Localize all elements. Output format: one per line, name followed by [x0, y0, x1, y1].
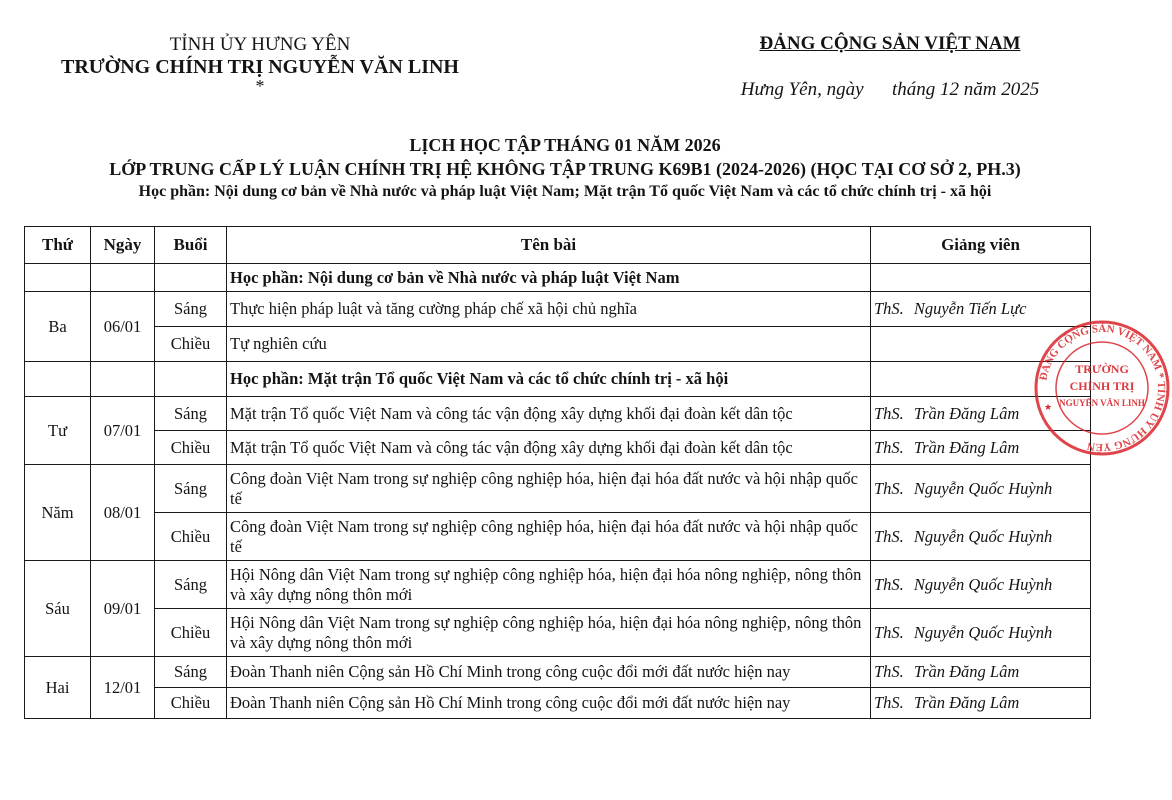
lesson-cell: Công đoàn Việt Nam trong sự nghiệp công nghiệp hóa, hiện đại hóa đất nước và hội nhập quốc tế: [227, 513, 871, 561]
table-row: [25, 513, 1091, 561]
session-cell: Sáng: [155, 657, 227, 688]
session-cell: Chiều: [155, 513, 227, 561]
title-line-3: Học phần: Nội dung cơ bản về Nhà nước và pháp luật Việt Nam; Mặt trận Tổ quốc Việt Nam và các tổ chức chính trị - xã hội: [138, 183, 992, 200]
official-seal-stamp: [1032, 318, 1172, 458]
col-date: Ngày: [91, 227, 155, 264]
col-lesson: Tên bài: [227, 227, 871, 264]
lecturer-title: ThS.: [874, 403, 904, 423]
lecturer-title: ThS.: [874, 574, 904, 594]
lecturer-name: Nguyễn Quốc Huỳnh: [913, 622, 1053, 642]
lecturer-name: Nguyễn Quốc Huỳnh: [913, 526, 1053, 546]
title-line-1: LỊCH HỌC TẬP THÁNG 01 NĂM 2026: [409, 135, 721, 155]
seal-line-2: CHÍNH TRỊ: [1069, 379, 1135, 393]
table-row: [25, 561, 1091, 609]
lecturer-title: ThS.: [874, 526, 904, 546]
lecturer-cell: [871, 609, 1091, 657]
org-star: *: [255, 76, 265, 96]
seal-ring-text: ĐẢNG CỘNG SẢN VIỆT NAM * TỈNH ỦY HƯNG YÊN: [1037, 322, 1168, 454]
lesson-cell: Hội Nông dân Việt Nam trong sự nghiệp công nghiệp hóa, hiện đại hóa nông nghiệp, nông thôn và xây dựng nông thôn mới: [227, 561, 871, 609]
header-party: [720, 32, 1060, 102]
header-organization: [40, 34, 480, 94]
date-cell: 09/01: [91, 561, 155, 657]
lecturer-cell: [871, 657, 1091, 688]
module-row: [25, 362, 1091, 397]
lecturer-name: Nguyễn Quốc Huỳnh: [913, 574, 1053, 594]
weekday-cell: Ba: [25, 292, 91, 362]
col-lecturer: Giảng viên: [871, 227, 1091, 264]
lesson-cell: Hội Nông dân Việt Nam trong sự nghiệp công nghiệp hóa, hiện đại hóa nông nghiệp, nông thôn và xây dựng nông thôn mới: [227, 609, 871, 657]
lecturer-title: ThS.: [874, 299, 904, 318]
lecturer-name: Trần Đăng Lâm: [913, 662, 1020, 681]
table-row: [25, 397, 1091, 431]
weekday-cell: Hai: [25, 657, 91, 719]
seal-star-icon: ★: [1044, 403, 1053, 413]
date-cell: 07/01: [91, 397, 155, 465]
lesson-cell: Đoàn Thanh niên Cộng sản Hồ Chí Minh trong công cuộc đổi mới đất nước hiện nay: [227, 688, 871, 719]
table-row: [25, 609, 1091, 657]
lecturer-title: ThS.: [874, 622, 904, 642]
table-row: [25, 292, 1091, 327]
session-cell: Chiều: [155, 688, 227, 719]
module-row: [25, 264, 1091, 292]
lecturer-name: Nguyễn Tiến Lực: [913, 299, 1027, 318]
session-cell: Chiều: [155, 431, 227, 465]
lecturer-name: Trần Đăng Lâm: [913, 693, 1020, 712]
session-cell: Chiều: [155, 609, 227, 657]
session-cell: Sáng: [155, 397, 227, 431]
lecturer-cell: [871, 465, 1091, 513]
lecturer-name: Trần Đăng Lâm: [913, 437, 1020, 457]
lecturer-title: ThS.: [874, 478, 904, 498]
lesson-cell: Mặt trận Tổ quốc Việt Nam và công tác vận động xây dựng khối đại đoàn kết dân tộc: [227, 397, 871, 431]
lecturer-name: Nguyễn Quốc Huỳnh: [913, 478, 1053, 498]
weekday-cell: Tư: [25, 397, 91, 465]
seal-line-1: TRƯỜNG: [1075, 362, 1129, 376]
col-weekday: Thứ: [25, 227, 91, 264]
date-line: Hưng Yên, ngày tháng 12 năm 2025: [740, 79, 1040, 100]
lesson-cell: Mặt trận Tổ quốc Việt Nam và công tác vận động xây dựng khối đại đoàn kết dân tộc: [227, 431, 871, 465]
lecturer-title: ThS.: [874, 662, 904, 681]
weekday-cell: Sáu: [25, 561, 91, 657]
lecturer-title: ThS.: [874, 437, 904, 457]
org-name: TRƯỜNG CHÍNH TRỊ NGUYỄN VĂN LINH: [60, 56, 459, 78]
col-session: Buổi: [155, 227, 227, 264]
lecturer-title: ThS.: [874, 693, 904, 712]
seal-line-3: NGUYỄN VĂN LINH: [1059, 398, 1145, 408]
table-row: [25, 327, 1091, 362]
lecturer-cell: [871, 513, 1091, 561]
lecturer-cell: [871, 561, 1091, 609]
session-cell: Sáng: [155, 465, 227, 513]
document-title: [0, 133, 1130, 203]
weekday-cell: Năm: [25, 465, 91, 561]
schedule-table: [24, 226, 1091, 719]
title-line-2: LỚP TRUNG CẤP LÝ LUẬN CHÍNH TRỊ HỆ KHÔNG TẬP TRUNG K69B1 (2024-2026) (HỌC TẠI CƠ SỞ 2, PH.3): [109, 159, 1021, 179]
date-cell: 12/01: [91, 657, 155, 719]
lesson-cell: Công đoàn Việt Nam trong sự nghiệp công nghiệp hóa, hiện đại hóa đất nước và hội nhập quốc tế: [227, 465, 871, 513]
date-cell: 08/01: [91, 465, 155, 561]
org-parent: TỈNH ỦY HƯNG YÊN: [169, 34, 351, 55]
lesson-cell: Đoàn Thanh niên Cộng sản Hồ Chí Minh trong công cuộc đổi mới đất nước hiện nay: [227, 657, 871, 688]
table-row: [25, 657, 1091, 688]
session-cell: Sáng: [155, 561, 227, 609]
lesson-cell: Thực hiện pháp luật và tăng cường pháp chế xã hội chủ nghĩa: [227, 292, 871, 327]
module-title-2: Học phần: Mặt trận Tổ quốc Việt Nam và các tổ chức chính trị - xã hội: [227, 362, 871, 397]
session-cell: Sáng: [155, 292, 227, 327]
party-name: ĐẢNG CỘNG SẢN VIỆT NAM: [759, 33, 1021, 54]
lecturer-name: Trần Đăng Lâm: [913, 403, 1020, 423]
table-row: [25, 431, 1091, 465]
module-title-1: Học phần: Nội dung cơ bản về Nhà nước và pháp luật Việt Nam: [227, 264, 871, 292]
lecturer-cell: [871, 688, 1091, 719]
session-cell: Chiều: [155, 327, 227, 362]
table-header-row: [25, 227, 1091, 264]
table-row: [25, 688, 1091, 719]
date-cell: 06/01: [91, 292, 155, 362]
lesson-cell: Tự nghiên cứu: [227, 327, 871, 362]
table-row: [25, 465, 1091, 513]
